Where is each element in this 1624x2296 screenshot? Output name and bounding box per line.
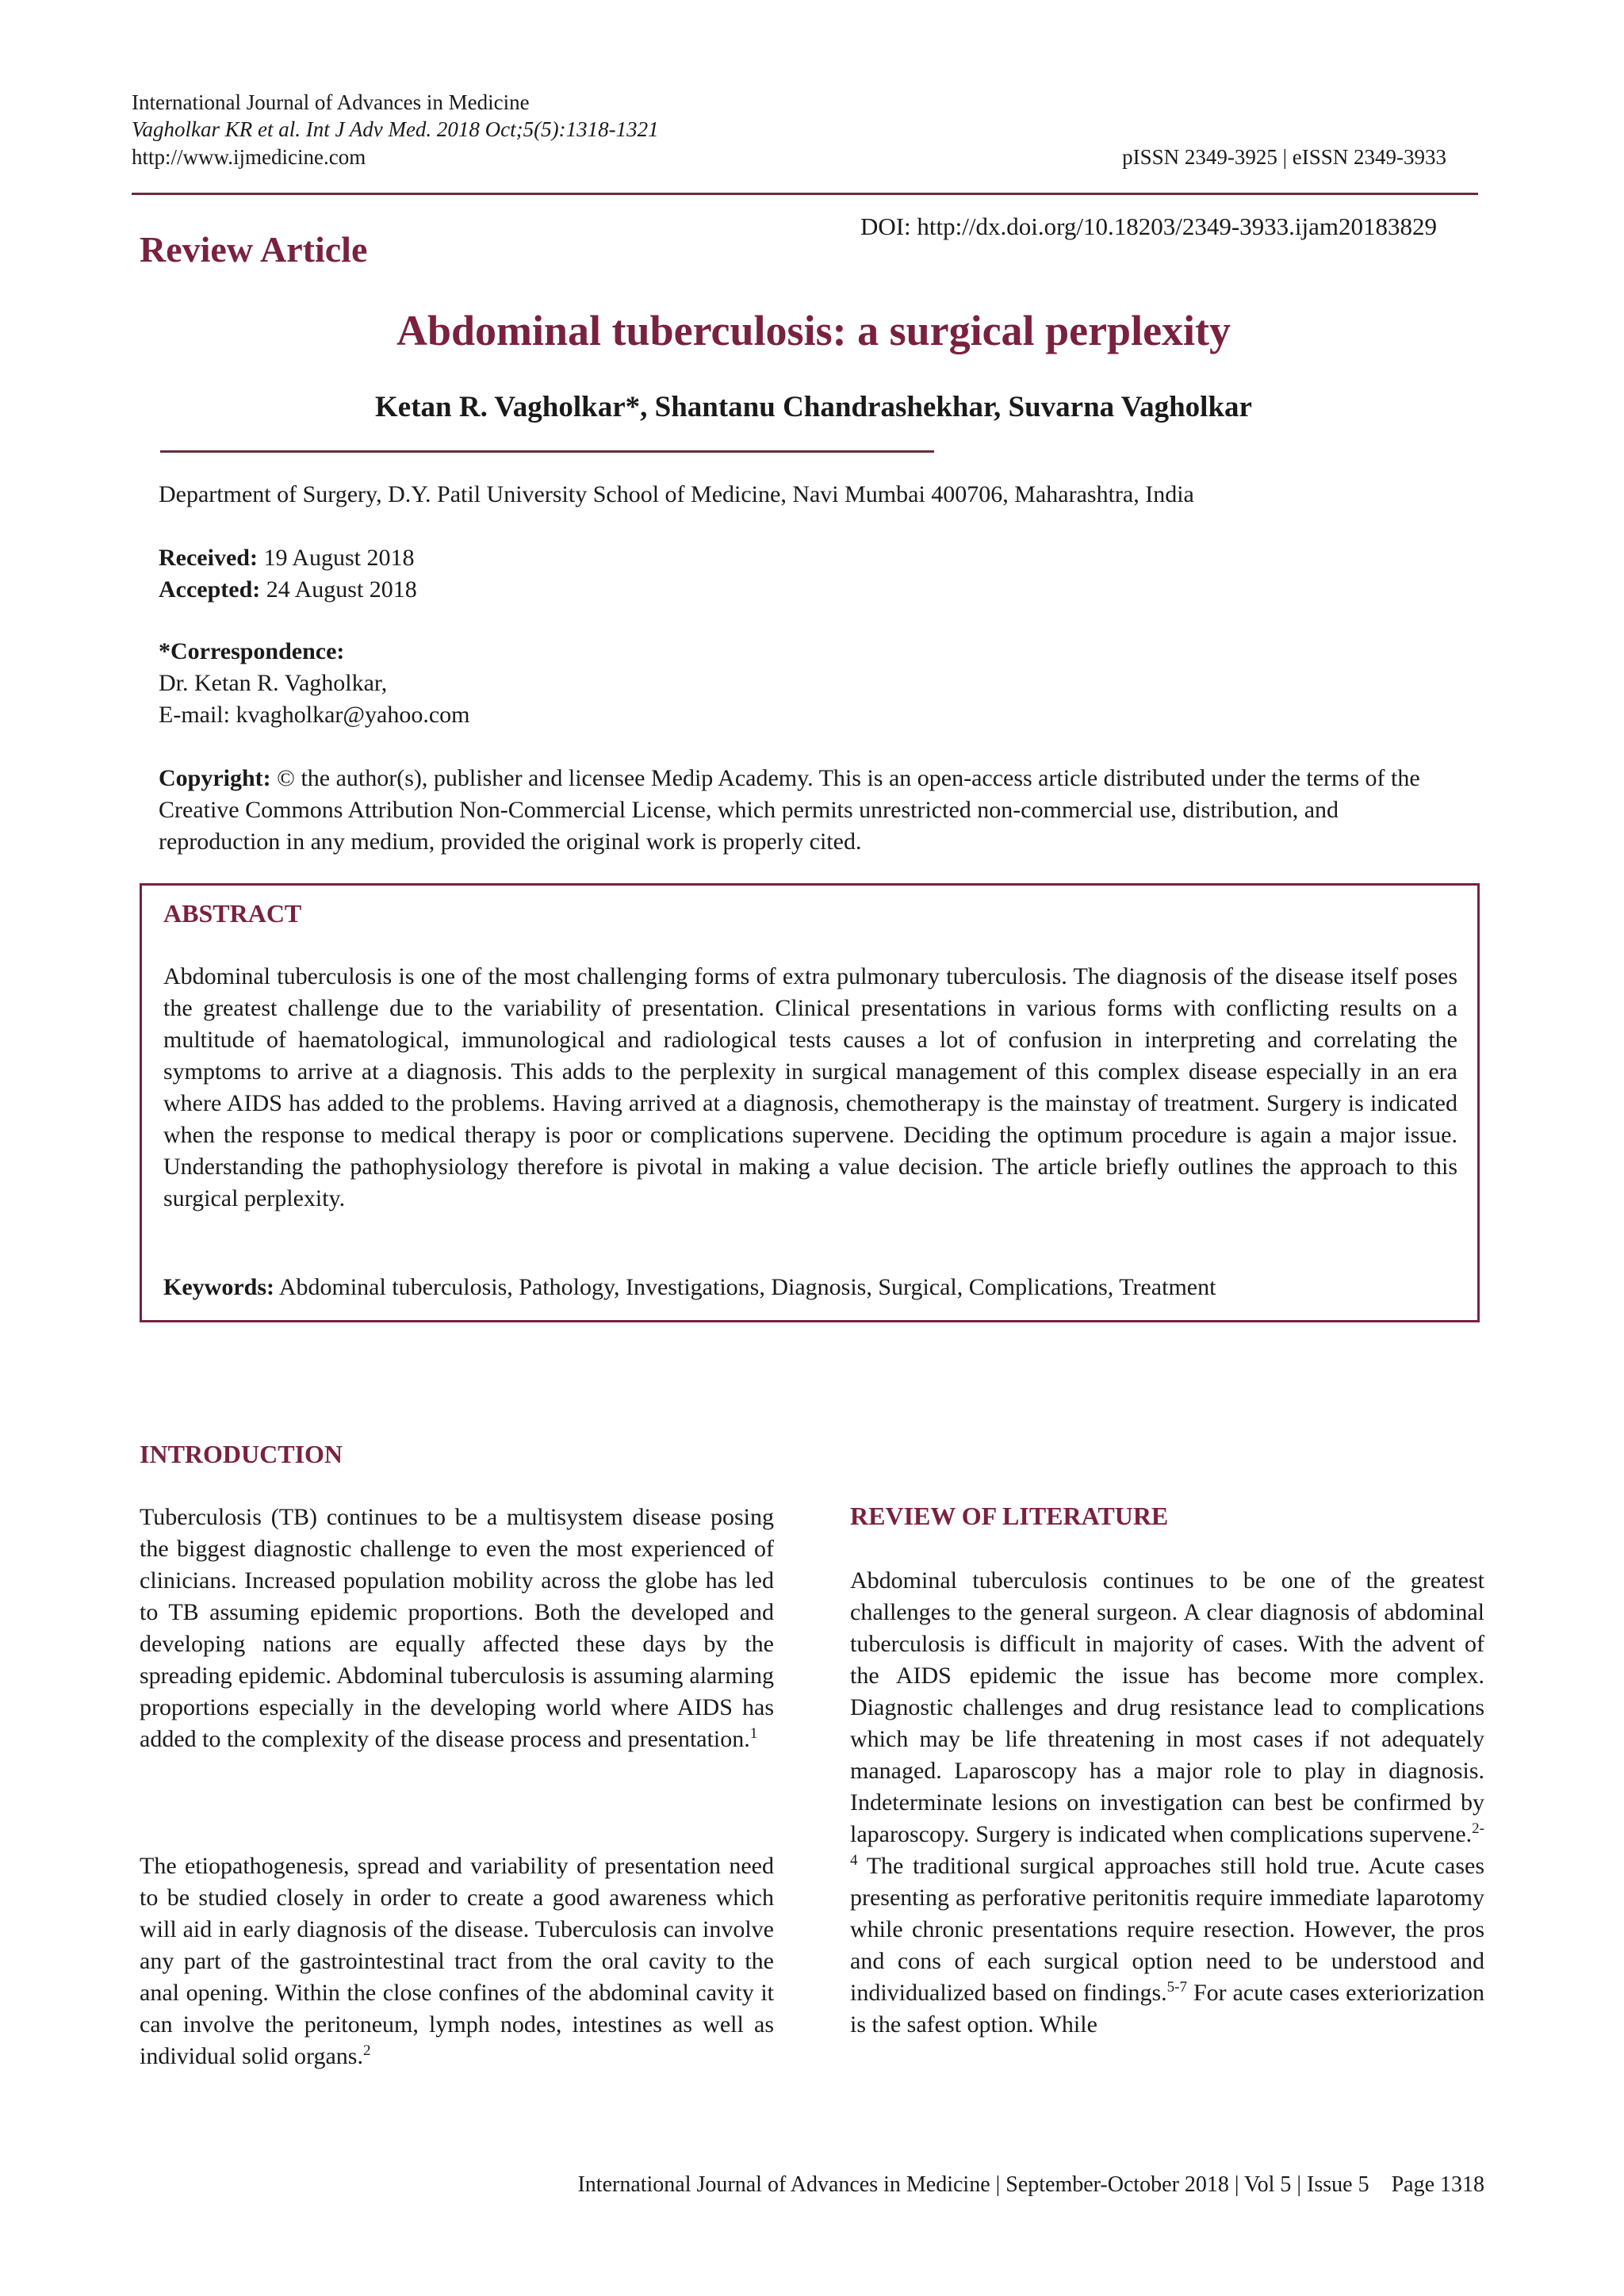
doi-line: DOI: http://dx.doi.org/10.18203/2349-3933.ijam20183829	[860, 212, 1437, 240]
abstract-text: Abdominal tuberculosis is one of the most challenging forms of extra pulmonary tuberculosis. The diagnosis of the disease itself poses the greatest challenge due to the variability of presentation. Clinical presentations in various forms with conflicting results on a multitude of haematological, immunological and radiological tests causes a lot of confusion in interpreting and correlating the symptoms to arrive at a diagnosis. This adds to the perplexity in surgical management of this complex disease especially in an era where AIDS has added to the problems. Having arrived at a diagnosis, chemotherapy is the mainstay of treatment. Surgery is indicated when the response to medical therapy is poor or complications supervene. Deciding the optimum procedure is again a major issue. Understanding the pathophysiology therefore is pivotal in making a value decision. The article briefly outlines the approach to this surgical perplexity.	[163, 963, 1457, 1211]
review-heading: REVIEW OF LITERATURE	[850, 1502, 1169, 1530]
article-type: Review Article	[140, 229, 368, 270]
correspondence-name: Dr. Ketan R. Vagholkar,	[159, 670, 388, 696]
correspondence-email: E-mail: kvagholkar@yahoo.com	[159, 702, 470, 728]
citation-line: Vagholkar KR et al. Int J Adv Med. 2018 Oct;5(5):1318-1321	[132, 117, 659, 141]
journal-name: International Journal of Advances in Medicine	[132, 90, 530, 114]
correspondence-label: *Correspondence:	[159, 638, 345, 664]
header-rule	[132, 193, 1478, 195]
accepted-date: Accepted: 24 August 2018	[159, 576, 417, 603]
introduction-paragraph-1: Tuberculosis (TB) continues to be a multisystem disease posing the biggest diagnostic challenge to even the most experienced of clinicians. Increased population mobility across the globe has led to TB assuming epidemic proportions. Both the developed and developing nations are equally affected these days by the spreading epidemic. Abdominal tuberculosis is assuming alarming proportions especially in the developing world where AIDS has added to the complexity of the disease process and presentation.$^1$	[140, 1504, 774, 1752]
affiliation: Department of Surgery, D.Y. Patil University School of Medicine, Navi Mumbai 400706, Maharashtra, India	[159, 481, 1194, 507]
copyright-notice: Copyright: © the author(s), publisher and licensee Medip Academy. This is an open-access article distributed under the terms of the Creative Commons Attribution Non-Commercial License, which permits unrestricted non-commercial use, distribution, and reproduction in any medium, provided the original work is properly cited.	[159, 765, 1420, 855]
journal-url: http://www.ijmedicine.com	[132, 145, 366, 169]
introduction-heading: INTRODUCTION	[140, 1440, 343, 1468]
author-list: Ketan R. Vagholkar*, Shantanu Chandrashekhar, Suvarna Vagholkar	[375, 391, 1252, 423]
author-rule	[160, 450, 934, 453]
introduction-paragraph-2: The etiopathogenesis, spread and variability of presentation need to be studied closely in order to create a good awareness which will aid in early diagnosis of the disease. Tuberculosis can involve any part of the gastrointestinal tract from the oral cavity to the anal opening. Within the close confines of the abdominal cavity it can involve the peritoneum, lymph nodes, intestines as well as individual solid organs.$^2$	[140, 1853, 774, 2069]
abstract-heading: ABSTRACT	[163, 899, 302, 928]
keywords-line: Keywords: Abdominal tuberculosis, Pathology, Investigations, Diagnosis, Surgical, Complications, Treatment	[163, 1274, 1216, 1300]
review-paragraph-1: Abdominal tuberculosis continues to be one of the greatest challenges to the general surgeon. A clear diagnosis of abdominal tuberculosis is difficult in majority of cases. With the advent of the AIDS epidemic the issue has become more complex. Diagnostic challenges and drug resistance lead to complications which may be life threatening in most cases if not adequately managed. Laparoscopy has a major role to play in diagnosis. Indeterminate lesions on investigation can best be confirmed by laparoscopy. Surgery is indicated when complications supervene.$^{2-4}$ The traditional surgical approaches still hold true. Acute cases presenting as perforative peritonitis require immediate laparotomy while chronic presentations require resection. However, the pros and cons of each surgical option need to be understood and individualized based on findings.$^{5-7}$ For acute cases exteriorization is the safest option. While	[850, 1567, 1485, 2038]
issn-line: pISSN 2349-3925 | eISSN 2349-3933	[1122, 145, 1446, 169]
page-footer: International Journal of Advances in Medicine | September-October 2018 | Vol 5 | Issue 5 Page 1318	[577, 2172, 1484, 2197]
received-date: Received: 19 August 2018	[159, 545, 415, 571]
correspondence-block	[159, 636, 470, 731]
article-title: Abdominal tuberculosis: a surgical perplexity	[396, 307, 1231, 354]
